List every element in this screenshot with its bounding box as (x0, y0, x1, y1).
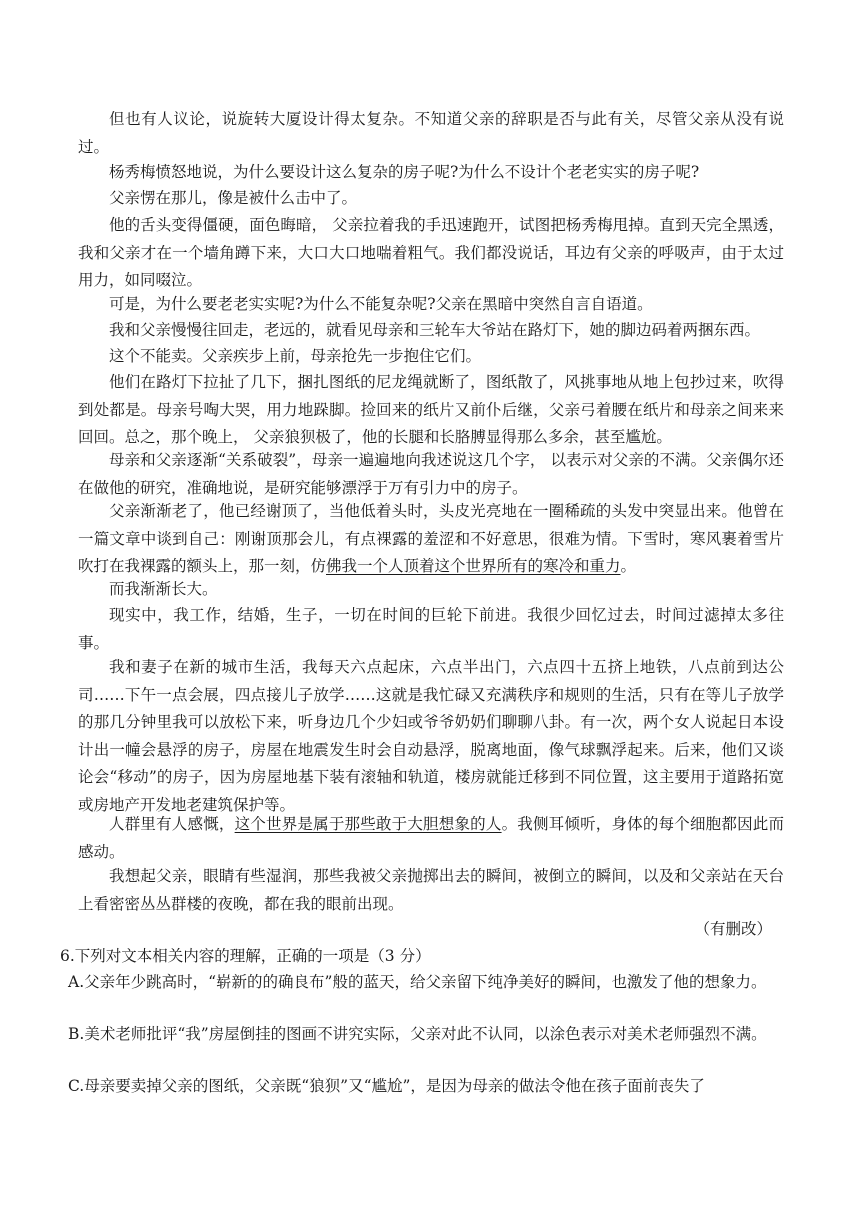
paragraph: 我和父亲慢慢往回走，老远的，就看见母亲和三轮车大爷站在路灯下，她的脚边码着两捆东西。 (109, 321, 761, 339)
paragraph (78, 811, 784, 866)
paragraph: 但也有人议论，说旋转大厦设计得太复杂。不知道父亲的辞职是否与此有关，尽管父亲从没有说过。 (78, 110, 784, 156)
paragraph: 可是，为什么要老老实实呢?为什么不能复杂呢?父亲在黑暗中突然自言自语道。 (109, 295, 653, 313)
paragraph: 他的舌头变得僵硬，面色晦暗， 父亲拉着我的手迅速跑开，试图把杨秀梅甩掉。直到天完全黑透，我和父亲才在一个墙角蹲下来，大口大口地喘着粗气。我们都没说话，耳边有父亲的呼吸声，由于太过用力，如同啜泣。 (78, 216, 784, 289)
paragraph-text: 父亲渐渐老了，他已经谢顶了，当他低着头时，头皮光亮地在一圈稀疏的头发中突显出来。他曾在一篇文章中谈到自己：刚谢顶那会儿，有点裸露的羞涩和不好意思，很难为情。下雪时，寒风裹着雪片吹打在我裸露的额头上，那一刻，仿 (78, 502, 784, 575)
answer-option-a[interactable]: A.父亲年少跳高时，“崭新的的确良布”般的蓝天，给父亲留下纯净美好的瞬间，也激发了他的想象力。 (68, 973, 767, 991)
underlined-sentence: 这个世界是属于那些敢于大胆想象的人 (234, 815, 502, 833)
paragraph: 这个不能卖。父亲疾步上前，母亲抢先一步抱住它们。 (109, 347, 482, 365)
paragraph: 杨秀梅愤怒地说，为什么要设计这么复杂的房子呢?为什么不设计个老老实实的房子呢? (109, 163, 700, 181)
question-stem: 6.下列对文本相关内容的理解，正确的一项是（3 分） (60, 947, 431, 965)
paragraph: 现实中，我工作，结婚，生子，一切在时间的巨轮下前进。我很少回忆过去，时间过滤掉太多往事。 (78, 606, 784, 652)
paragraph: 母亲和父亲逐渐“关系破裂”，母亲一遍遍地向我述说这几个字， 以表示对父亲的不满。父亲偶尔还在做他的研究，准确地说，是研究能够漂浮于万有引力中的房子。 (78, 451, 784, 497)
answer-option-c[interactable]: C.母亲要卖掉父亲的图纸，父亲既“狼狈”又“尴尬”，是因为母亲的做法令他在孩子面前丧失了 (68, 1077, 705, 1095)
paragraph: 我想起父亲，眼睛有些湿润，那些我被父亲抛掷出去的瞬间，被倒立的瞬间，以及和父亲站在天台上看密密丛丛群楼的夜晚，都在我的眼前出现。 (78, 867, 784, 913)
paragraph (78, 498, 784, 581)
paragraph: 我和妻子在新的城市生活，我每天六点起床，六点半出门，六点四十五挤上地铁，八点前到达公司……下午一点会展，四点接儿子放学……这就是我忙碌又充满秩序和规则的生活，只有在等儿子放学的那几分钟里我可以放松下来，听身边几个少妇或爷爷奶奶们聊聊八卦。有一次，两个女人说起日本设计出一幢会悬浮的房子，房屋在地震发生时会自动悬浮，脱离地面，像气球飘浮起来。后来，他们又谈论会“移动”的房子，因为房屋地基下装有滚轴和轨道，楼房就能迁移到不同位置，这主要用于道路拓宽或房地产开发地老建筑保护等。 (78, 658, 784, 814)
source-note: （有删改） (694, 920, 772, 938)
paragraph-text: 。 (620, 557, 637, 575)
answer-option-b[interactable]: B.美术老师批评“我”房屋倒挂的图画不讲究实际，父亲对此不认同，以涂色表示对美术老师强烈不满。 (68, 1025, 767, 1043)
paragraph: 父亲愣在那儿，像是被什么击中了。 (109, 189, 358, 207)
paragraph-text: 人群里有人感慨， (109, 815, 235, 833)
paragraph-text: 。我侧耳倾听，身体的每个细胞都因此而感动。 (78, 815, 784, 861)
underlined-sentence: 佛我一个人顶着这个世界所有的寒冷和重力 (326, 557, 621, 575)
paragraph: 而我渐渐长大。 (109, 580, 218, 598)
paragraph: 他们在路灯下拉扯了几下，捆扎图纸的尼龙绳就断了，图纸散了，风挑事地从地上包抄过来，吹得到处都是。母亲号啕大哭，用力地跺脚。捡回来的纸片又前仆后继，父亲弓着腰在纸片和母亲之间来来回回。总之，那个晚上， 父亲狼狈极了，他的长腿和长胳膊显得那么多余，甚至尴尬。 (78, 373, 784, 446)
